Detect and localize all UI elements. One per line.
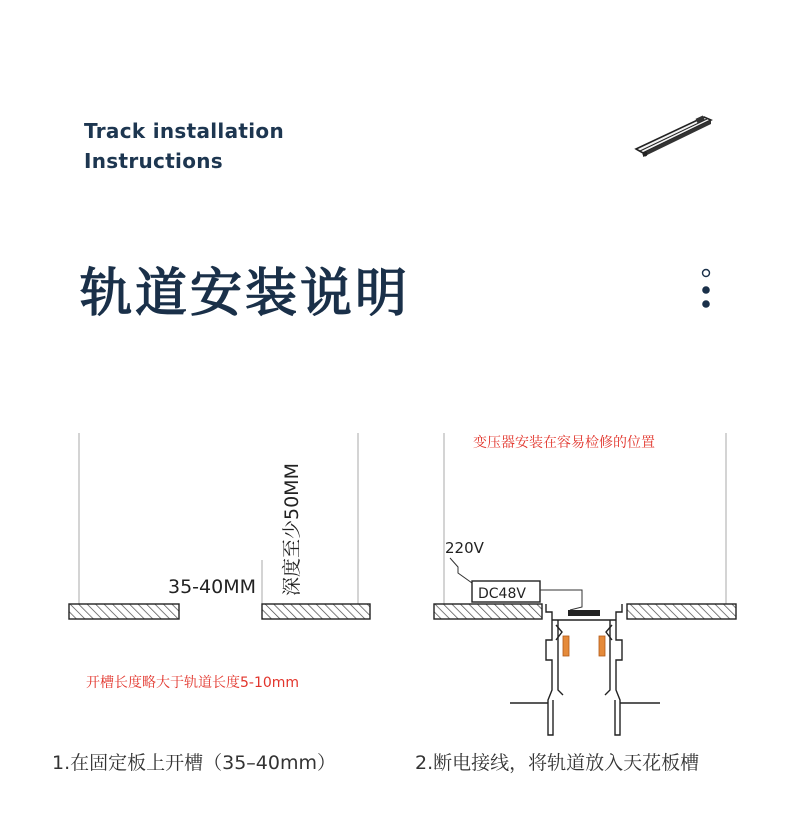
step1-diagram bbox=[69, 433, 370, 691]
title-chinese: 轨道安装说明 bbox=[80, 264, 411, 324]
conductor-right bbox=[599, 636, 605, 656]
ceiling-board-left bbox=[69, 604, 179, 619]
conductor-left bbox=[563, 636, 569, 656]
title-english-line2: Instructions bbox=[84, 149, 224, 173]
ceiling-board-right bbox=[262, 604, 370, 619]
width-label: 35-40MM bbox=[168, 576, 256, 598]
ceiling-board-left-2 bbox=[434, 604, 542, 619]
step2-caption: 2.断电接线，将轨道放入天花板槽 bbox=[415, 752, 700, 774]
title-english-line1: Track installation bbox=[84, 119, 284, 143]
track-rail-icon bbox=[636, 115, 711, 157]
ceiling-board-right-2 bbox=[627, 604, 736, 619]
track-profile bbox=[510, 604, 660, 735]
transformer-note: 变压器安装在容易检修的位置 bbox=[473, 435, 655, 451]
driver-label: DC48V bbox=[478, 586, 526, 602]
dots-decoration-icon bbox=[702, 270, 710, 308]
step1-caption: 1.在固定板上开槽（35–40mm） bbox=[52, 752, 336, 774]
slot-length-note: 开槽长度略大于轨道长度5-10mm bbox=[86, 675, 300, 691]
depth-label: 深度至少50MM bbox=[281, 463, 303, 596]
connector-block bbox=[568, 610, 600, 616]
voltage-in-label: 220V bbox=[445, 539, 484, 557]
step2-diagram bbox=[434, 433, 736, 735]
